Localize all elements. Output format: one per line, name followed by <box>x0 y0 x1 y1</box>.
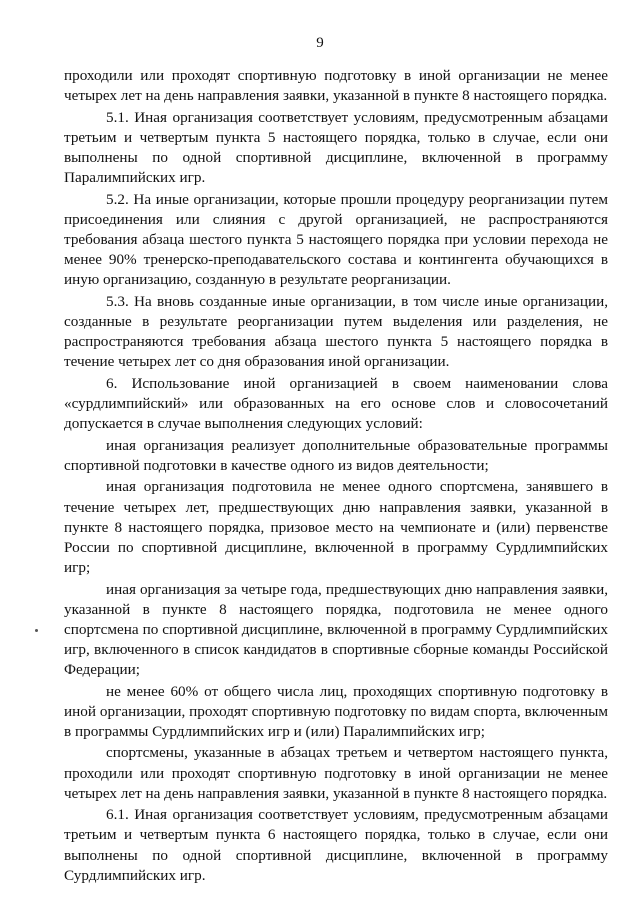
paragraph-6-condition-4: не менее 60% от общего числа лиц, проходящих спортивную подготовку в иной организации, проходят спортивную подготовку по видам спорта, включенным в программы Сурдлимпийских игр и (или) Паралимпийских игр; <box>64 682 608 740</box>
document-body <box>64 66 608 887</box>
page-number: 9 <box>316 35 324 51</box>
scan-dot-mark <box>35 629 38 632</box>
paragraph-6-condition-2: иная организация подготовила не менее одного спортсмена, занявшего в течение четырех лет, предшествующих дню направления заявки, указанной в пункте 8 настоящего порядка, призовое место на чемпионате и (или) первенстве России по спортивной дисциплине, включенной в программу Сурдлимпийских игр; <box>64 478 608 576</box>
paragraph-continuation: проходили или проходят спортивную подготовку в иной организации не менее четырех лет на день направления заявки, указанной в пункте 8 настоящего порядка. <box>64 67 608 105</box>
paragraph-5-3: 5.3. На вновь созданные иные организации, в том числе иные организации, созданные в результате реорганизации путем выделения или разделения, не распространяются требования абзаца шестого пункта 5 настоящего порядка в течение четырех лет со дня образования иной организации. <box>64 292 608 371</box>
paragraph-5-2: 5.2. На иные организации, которые прошли процедуру реорганизации путем присоединения или слияния с другой организацией, не распространяются требования абзаца шестого пункта 5 настоящего порядка при условии перехода не менее 90% тренерско-преподавательского состава и контингента обучающихся в иную организацию, созданную в результате реорганизации. <box>64 190 608 289</box>
paragraph-6-1: 6.1. Иная организация соответствует условиям, предусмотренным абзацами третьим и четвертым пункта 6 настоящего порядка, только в случае, если они выполнены по одной спортивной дисциплине, включенной в программу Сурдлимпийских игр. <box>64 806 608 884</box>
paragraph-5-1: 5.1. Иная организация соответствует условиям, предусмотренным абзацами третьим и четвертым пункта 5 настоящего порядка, только в случае, если они выполнены по одной спортивной дисциплине, включенной в программу Паралимпийских игр. <box>64 108 608 187</box>
paragraph-6-condition-3: иная организация за четыре года, предшествующих дню направления заявки, указанной в пункте 8 настоящего порядка, подготовила не менее одного спортсмена по спортивной дисциплине, включенной в программу Сурдлимпийских игр, включенного в список кандидатов в спортивные сборные команды Российской Федерации; <box>64 580 608 678</box>
paragraph-6: 6. Использование иной организацией в своем наименовании слова «сурдлимпийский» или образованных на его основе слов и словосочетаний допускается в случае выполнения следующих условий: <box>64 374 608 432</box>
paragraph-6-condition-1: иная организация реализует дополнительные образовательные программы спортивной подготовки в качестве одного из видов деятельности; <box>64 436 608 474</box>
paragraph-6-condition-5: спортсмены, указанные в абзацах третьем и четвертом настоящего пункта, проходили или проходят спортивную подготовку в иной организации не менее четырех лет на день направления заявки, указанной в пункте 8 настоящего порядка. <box>64 744 608 802</box>
